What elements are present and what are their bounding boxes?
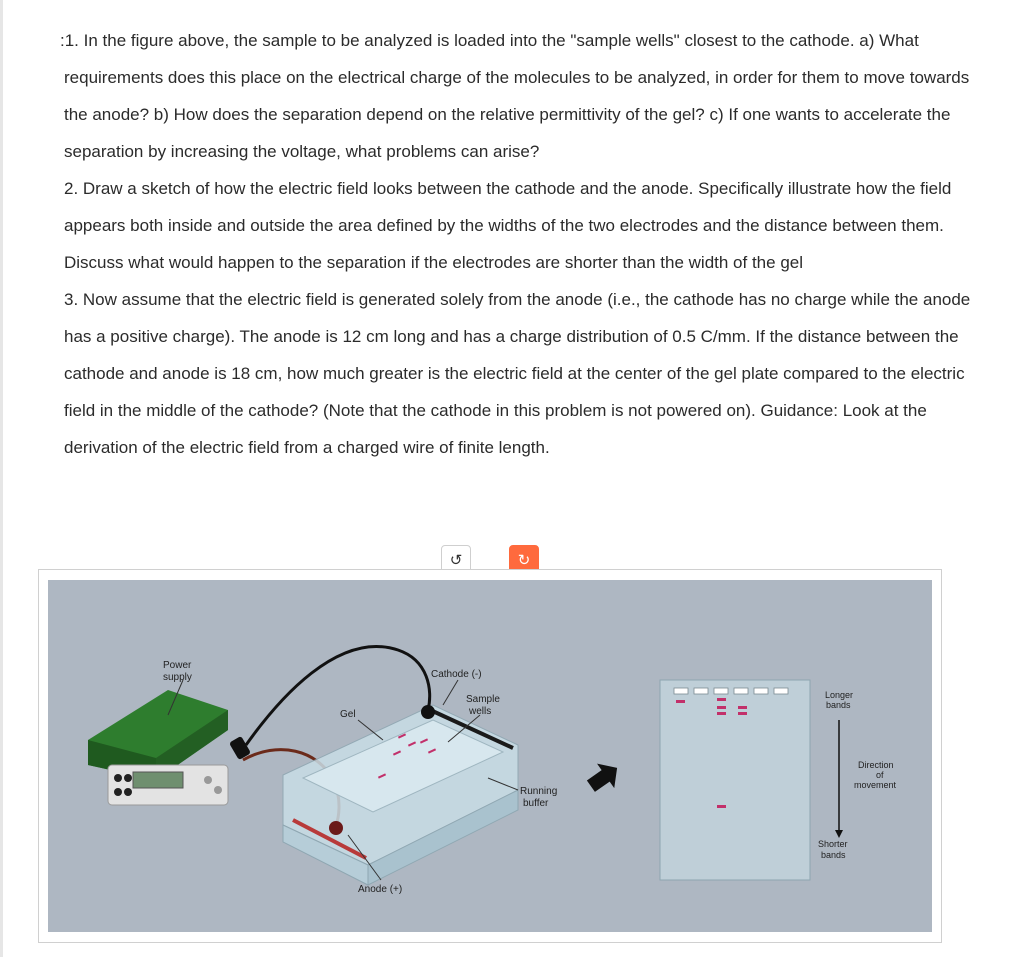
- sample-wells-label-line-2: wells: [469, 706, 492, 717]
- power-supply-label-line-1: Power: [163, 660, 192, 671]
- cathode-label: Cathode (-): [431, 669, 482, 680]
- shorter-bands-label-line-1: Shorter: [818, 839, 848, 849]
- direction-label-line-2: of: [876, 770, 884, 780]
- electrophoresis-illustration: [48, 580, 932, 932]
- longer-bands-label-line-1: Longer: [825, 690, 854, 700]
- gel-label: Gel: [340, 709, 356, 720]
- anode-connector: [329, 821, 343, 835]
- sample-wells-label-line-1: Sample: [466, 694, 500, 705]
- direction-label-line-3: movement: [854, 780, 897, 790]
- anode-label: Anode (+): [358, 884, 403, 895]
- question-1: :1. In the figure above, the sample to be analyzed is loaded into the "sample wells" closest to the cathode. a) What requirements does this place on the electrical charge of the molecules to be analyzed, in order for them to move towards the anode? b) How does the separation depend on the relative permittivity of the gel? c) If one wants to accelerate the separation by increasing the voltage, what problems can arise?: [60, 31, 970, 161]
- question-3: 3. Now assume that the electric field is generated solely from the anode (i.e., the cathode has no charge while the anode has a positive charge). The anode is 12 cm long and has a charge distribution of 0.5 C/mm. If the distance between the cathode and anode is 18 cm, how much greater is the electric field at the center of the gel plate compared to the electric field in the middle of the cathode? (Note that the cathode in this problem is not powered on). Guidance: Look at the derivation of the electric field from a charged wire of finite length.: [64, 290, 971, 457]
- running-buffer-label-line-2: buffer: [523, 798, 549, 809]
- running-buffer-label-line-1: Running: [520, 786, 558, 797]
- shorter-bands-label-line-2: bands: [821, 850, 846, 860]
- question-2: 2. Draw a sketch of how the electric field looks between the cathode and the anode. Specifically illustrate how the field appears both inside and outside the area defined by the widths of the two electrodes and the distance between them. Discuss what would happen to the separation if the electrodes are shorter than the width of the gel: [64, 179, 952, 272]
- left-border: [0, 0, 3, 957]
- electrophoresis-figure: [48, 580, 932, 932]
- rotate-left-icon: ↺: [449, 551, 463, 569]
- longer-bands-label-line-2: bands: [826, 700, 851, 710]
- direction-label-line-1: Direction: [858, 760, 894, 770]
- rotate-right-icon: ↻: [517, 551, 531, 569]
- gel-result-panel: [660, 680, 810, 880]
- cathode-connector: [421, 705, 435, 719]
- power-supply-label-line-2: supply: [163, 672, 192, 683]
- question-text: [60, 22, 994, 466]
